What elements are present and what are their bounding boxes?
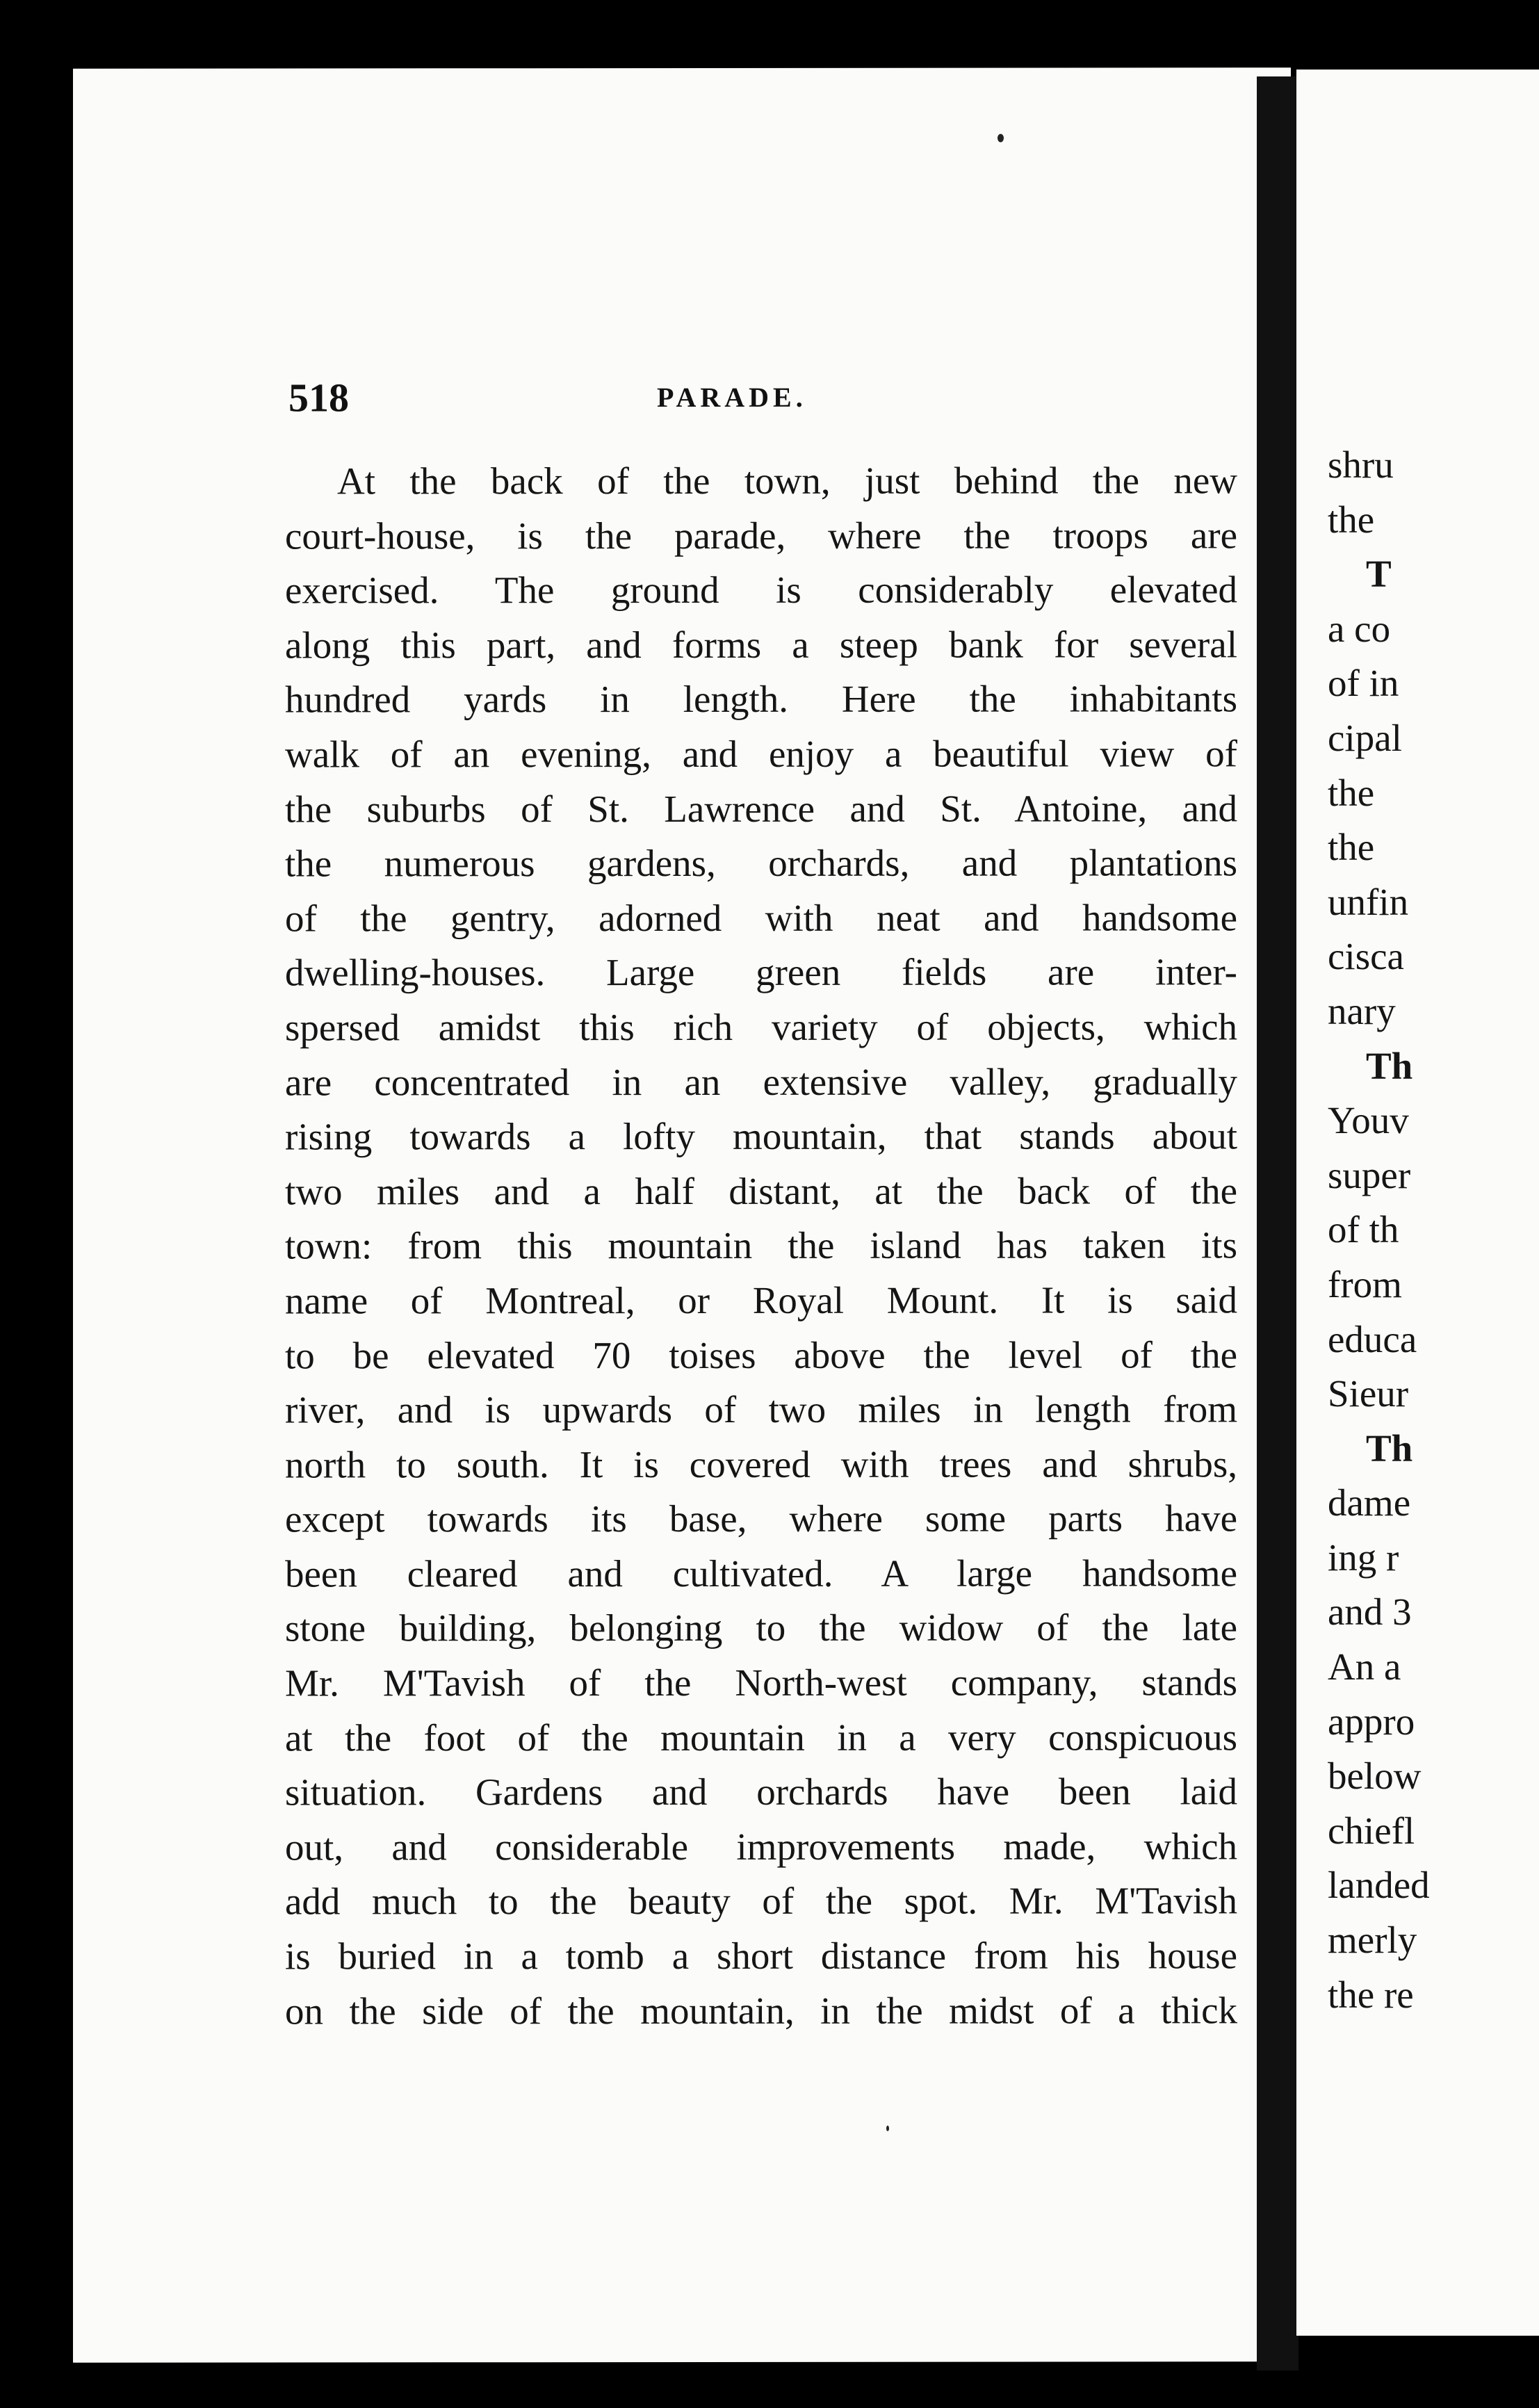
facing-text-line: the re bbox=[1328, 1973, 1414, 2016]
text-line: are concentrated in an extensive valley, gradually bbox=[285, 1059, 1237, 1104]
facing-text-line: appro bbox=[1328, 1700, 1415, 1743]
facing-text-line: the bbox=[1328, 498, 1375, 541]
text-line: been cleared and cultivated. A large handsome bbox=[285, 1552, 1237, 1595]
facing-text-line: merly bbox=[1328, 1919, 1417, 1962]
facing-text-line: shru bbox=[1328, 444, 1394, 486]
ink-speck bbox=[997, 134, 1004, 143]
text-line: spersed amidst this rich variety of objects, which bbox=[285, 1005, 1237, 1049]
facing-text-line: Th bbox=[1366, 1426, 1413, 1470]
text-line: name of Montreal, or Royal Mount. It is said bbox=[285, 1278, 1237, 1322]
facing-text-line: Th bbox=[1366, 1044, 1413, 1087]
facing-text-line: nary bbox=[1328, 989, 1396, 1032]
left-page bbox=[73, 67, 1291, 2363]
text-line: town: from this mountain the island has taken its bbox=[285, 1223, 1237, 1267]
facing-text-line: below bbox=[1328, 1755, 1422, 1798]
facing-text-line: educa bbox=[1328, 1317, 1417, 1360]
facing-text-line: of in bbox=[1328, 662, 1399, 705]
facing-text-line: T bbox=[1366, 553, 1392, 596]
text-line: river, and is upwards of two miles in length from bbox=[285, 1388, 1237, 1431]
facing-text-line: An a bbox=[1328, 1645, 1401, 1689]
text-line: along this part, and forms a steep bank for several bbox=[285, 623, 1237, 667]
text-line: the suburbs of St. Lawrence and St. Antoine, and bbox=[285, 786, 1237, 831]
ink-speck bbox=[886, 2126, 889, 2131]
text-line: except towards its base, where some parts have bbox=[285, 1497, 1237, 1540]
text-line: hundred yards in length. Here the inhabitants bbox=[285, 677, 1237, 721]
text-line: stone building, belonging to the widow of the late bbox=[285, 1606, 1237, 1650]
facing-text-line: cipal bbox=[1328, 716, 1402, 759]
text-line: court-house, is the parade, where the troops are bbox=[285, 513, 1237, 558]
text-line: the numerous gardens, orchards, and plantations bbox=[285, 841, 1237, 885]
text-line: At the back of the town, just behind the new bbox=[337, 459, 1237, 503]
facing-text-line: and 3 bbox=[1328, 1591, 1412, 1634]
body-text bbox=[285, 453, 1237, 2038]
text-line: two miles and a half distant, at the back of the bbox=[285, 1169, 1237, 1213]
text-line: dwelling-houses. Large green fields are inter- bbox=[285, 950, 1237, 994]
facing-text-line: Youv bbox=[1328, 1099, 1409, 1142]
page-number: 518 bbox=[288, 375, 349, 421]
running-title: PARADE. bbox=[657, 381, 807, 414]
facing-text-line: landed bbox=[1328, 1864, 1430, 1907]
text-line: add much to the beauty of the spot. Mr. M'Tavish bbox=[285, 1879, 1237, 1923]
facing-text-line: chiefl bbox=[1328, 1809, 1415, 1852]
facing-text-line: the bbox=[1328, 826, 1375, 869]
text-line: walk of an evening, and enjoy a beautiful view of bbox=[285, 732, 1237, 776]
text-line: to be elevated 70 toises above the level of the bbox=[285, 1333, 1237, 1376]
facing-text-line: cisca bbox=[1328, 935, 1404, 978]
facing-page-text bbox=[1328, 438, 1539, 2022]
text-line: situation. Gardens and orchards have been laid bbox=[285, 1770, 1237, 1814]
facing-text-line: Sieur bbox=[1328, 1372, 1409, 1415]
facing-text-line: of th bbox=[1328, 1208, 1399, 1251]
facing-text-line: ing r bbox=[1328, 1536, 1399, 1579]
text-line: rising towards a lofty mountain, that stands about bbox=[285, 1114, 1237, 1158]
text-line: exercised. The ground is considerably elevated bbox=[285, 568, 1237, 612]
facing-text-line: unfin bbox=[1328, 880, 1409, 923]
book-gutter bbox=[1257, 76, 1298, 2370]
text-line: on the side of the mountain, in the midst of a thick bbox=[285, 1988, 1237, 2033]
facing-text-line: a co bbox=[1328, 607, 1391, 650]
facing-text-line: from bbox=[1328, 1262, 1402, 1305]
facing-page bbox=[1296, 70, 1539, 2336]
facing-text-line: the bbox=[1328, 771, 1375, 814]
text-line: Mr. M'Tavish of the North-west company, stands bbox=[285, 1661, 1237, 1705]
text-line: north to south. It is covered with trees and shrubs, bbox=[285, 1442, 1237, 1486]
text-line: at the foot of the mountain in a very conspicuous bbox=[285, 1715, 1237, 1759]
facing-text-line: super bbox=[1328, 1153, 1411, 1196]
text-line: out, and considerable improvements made, which bbox=[285, 1825, 1237, 1869]
facing-text-line: dame bbox=[1328, 1481, 1411, 1524]
page-header bbox=[73, 373, 1291, 423]
text-line: of the gentry, adorned with neat and handsome bbox=[285, 896, 1237, 940]
text-line: is buried in a tomb a short distance from his house bbox=[285, 1934, 1237, 1978]
